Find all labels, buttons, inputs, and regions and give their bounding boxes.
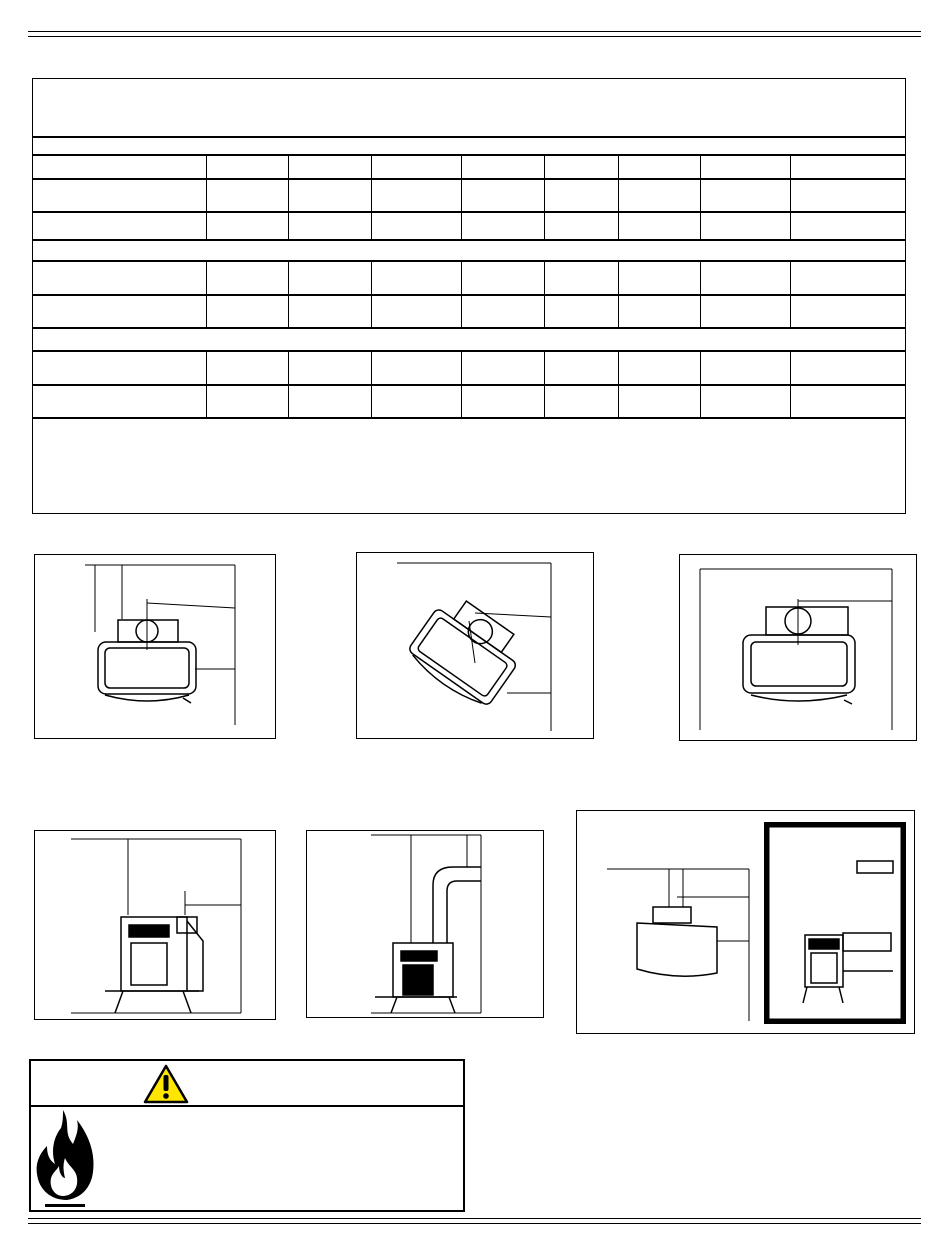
table-col-divider: [700, 350, 701, 417]
parallel-installation-diagram: [34, 554, 276, 739]
warning-triangle-icon: [143, 1064, 189, 1104]
table-col-divider: [461, 260, 462, 327]
table-divider: [33, 294, 905, 296]
table-col-divider: [288, 154, 289, 239]
table-divider: [33, 239, 905, 241]
top-exit-side-view-diagram: [306, 830, 544, 1018]
alcove-wall-lines: [700, 569, 892, 730]
rear-exit-side-view-diagram: [34, 830, 276, 1020]
table-col-divider: [544, 154, 545, 239]
table-col-divider: [371, 350, 372, 417]
footer-rule-bottom: [28, 1223, 921, 1224]
table-col-divider: [544, 260, 545, 327]
stove-angled-view: [404, 590, 531, 713]
alcove-enclosure: [767, 825, 903, 1021]
stove-top-view: [743, 607, 855, 704]
stove-front-profile: [637, 907, 717, 976]
warning-divider: [31, 1105, 463, 1107]
stove-side-profile: [803, 933, 893, 1003]
table-col-divider: [206, 154, 207, 239]
table-col-divider: [790, 350, 791, 417]
clearance-table: [32, 78, 906, 514]
table-col-divider: [461, 154, 462, 239]
flame-icon: [33, 1108, 99, 1210]
table-col-divider: [790, 260, 791, 327]
stove-side-profile: [375, 867, 481, 1013]
table-divider: [33, 417, 905, 419]
table-divider: [33, 260, 905, 262]
table-col-divider: [790, 154, 791, 239]
table-col-divider: [371, 260, 372, 327]
table-col-divider: [618, 350, 619, 417]
table-col-divider: [544, 350, 545, 417]
table-divider: [33, 350, 905, 352]
table-col-divider: [371, 154, 372, 239]
alcove-front-view: [607, 869, 749, 1021]
table-divider: [33, 327, 905, 329]
alcove-side-views-diagram: [576, 810, 915, 1034]
alcove-installation-diagram: [679, 554, 917, 741]
header-rule-top: [28, 31, 921, 32]
table-col-divider: [461, 350, 462, 417]
table-divider: [33, 178, 905, 180]
table-col-divider: [288, 260, 289, 327]
table-col-divider: [206, 350, 207, 417]
table-col-divider: [618, 154, 619, 239]
corner-wall-lines: [397, 563, 551, 731]
table-divider: [33, 384, 905, 386]
table-col-divider: [700, 260, 701, 327]
table-divider: [33, 136, 905, 138]
table-col-divider: [288, 350, 289, 417]
table-divider: [33, 154, 905, 156]
warning-box: [29, 1059, 465, 1212]
header-rule-bottom: [28, 36, 921, 37]
table-col-divider: [618, 260, 619, 327]
table-divider: [33, 211, 905, 213]
table-col-divider: [700, 154, 701, 239]
corner-installation-diagram: [356, 552, 594, 739]
stove-side-profile: [105, 917, 203, 1013]
footer-rule-top: [28, 1218, 921, 1219]
table-col-divider: [206, 260, 207, 327]
